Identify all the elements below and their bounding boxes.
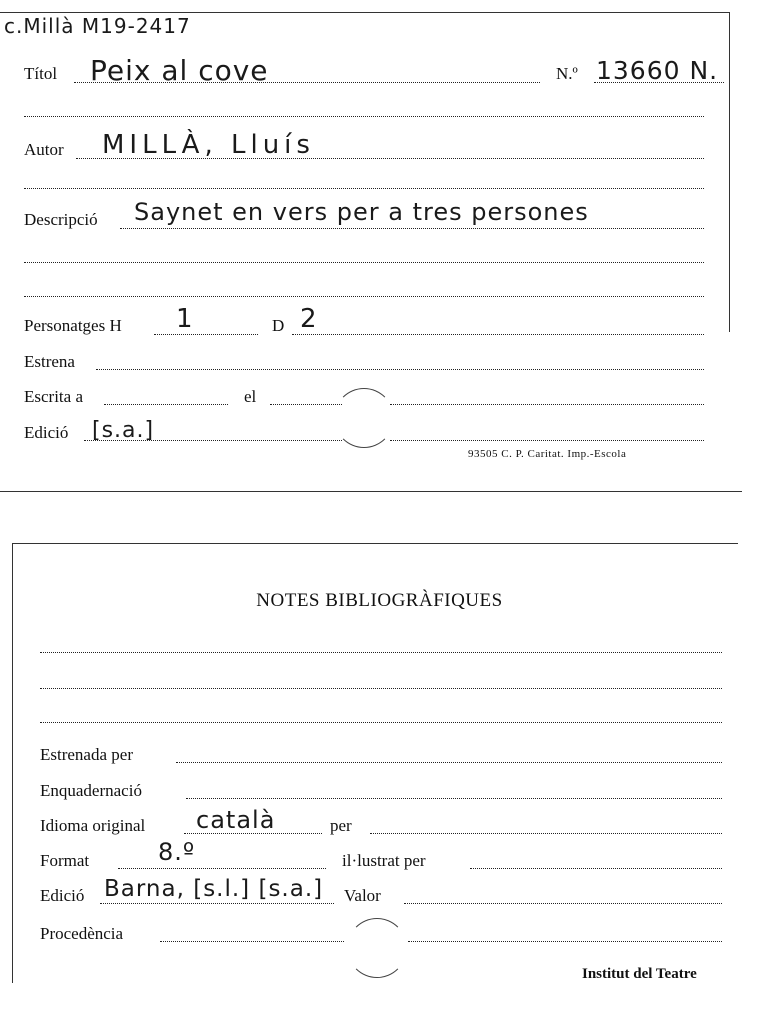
edition-label: Edició [24,423,69,442]
value-line [404,903,722,904]
description-line [120,228,704,229]
original-language-value: català [196,806,276,834]
notes-line-1 [40,652,722,653]
provenance-line-2 [408,941,722,942]
written-label: Escrita a [24,387,83,406]
edition2-label: Edició [40,886,85,905]
premiere-label: Estrena [24,352,75,371]
format-label: Format [40,851,90,870]
notes-line-2 [40,688,722,689]
translator-line [370,833,722,834]
title-label: Títol [24,64,58,83]
description-value: Saynet en vers per a tres persones [134,198,589,226]
translator-label: per [330,816,352,835]
format-line [118,868,326,869]
notes-line-3 [40,722,722,723]
format-value: 8.º [158,838,196,866]
card1-bottom-border [0,491,742,492]
written-at-label: el [244,387,257,406]
characters-d-value: 2 [300,304,318,334]
author-value: MILLÀ, Lluís [102,130,315,160]
illustrated-line [470,868,722,869]
title-value: Peix al cove [90,54,269,87]
card1-right-border [729,12,730,332]
number-label: N.º [556,64,578,83]
value-label: Valor [344,886,381,905]
original-language-label: Idioma original [40,816,146,835]
edition-value: [s.a.] [92,418,155,443]
edition2-value: Barna, [s.l.] [s.a.] [104,876,324,902]
provenance-line [160,941,344,942]
illustrated-label: il·lustrat per [342,851,426,870]
author-label: Autor [24,140,64,159]
author-extra-line [24,188,704,189]
description-extra-line-1 [24,262,704,263]
characters-h-line [154,334,258,335]
description-label: Descripció [24,210,98,229]
written-place-line [104,404,228,405]
binding-label: Enquadernació [40,781,142,800]
description-extra-line-2 [24,296,704,297]
written-date-line [270,404,342,405]
written-date-line-2 [390,404,704,405]
catalog-code: c.Millà M19-2417 [4,14,191,38]
provenance-label: Procedència [40,924,124,943]
punch-hole [334,388,394,448]
card1-top-border [0,12,730,13]
premiere-line [96,369,704,370]
edition2-line [100,903,334,904]
printer-imprint: 93505 C. P. Caritat. Imp.-Escola [468,448,627,460]
number-value: 13660 N. [596,56,719,85]
premiered-by-label: Estrenada per [40,745,133,764]
characters-label: Personatges H [24,316,122,335]
characters-d-label: D [272,316,285,335]
title-extra-line [24,116,704,117]
characters-h-value: 1 [176,304,194,334]
notes-heading: NOTES BIBLIOGRÀFIQUES [256,590,503,611]
institution-stamp: Institut del Teatre [582,966,697,982]
edition-line-2 [390,440,704,441]
premiered-by-line [176,762,722,763]
punch-hole-2 [347,918,407,978]
characters-d-line [292,334,704,335]
binding-line [186,798,722,799]
card2-top-border [12,543,738,544]
